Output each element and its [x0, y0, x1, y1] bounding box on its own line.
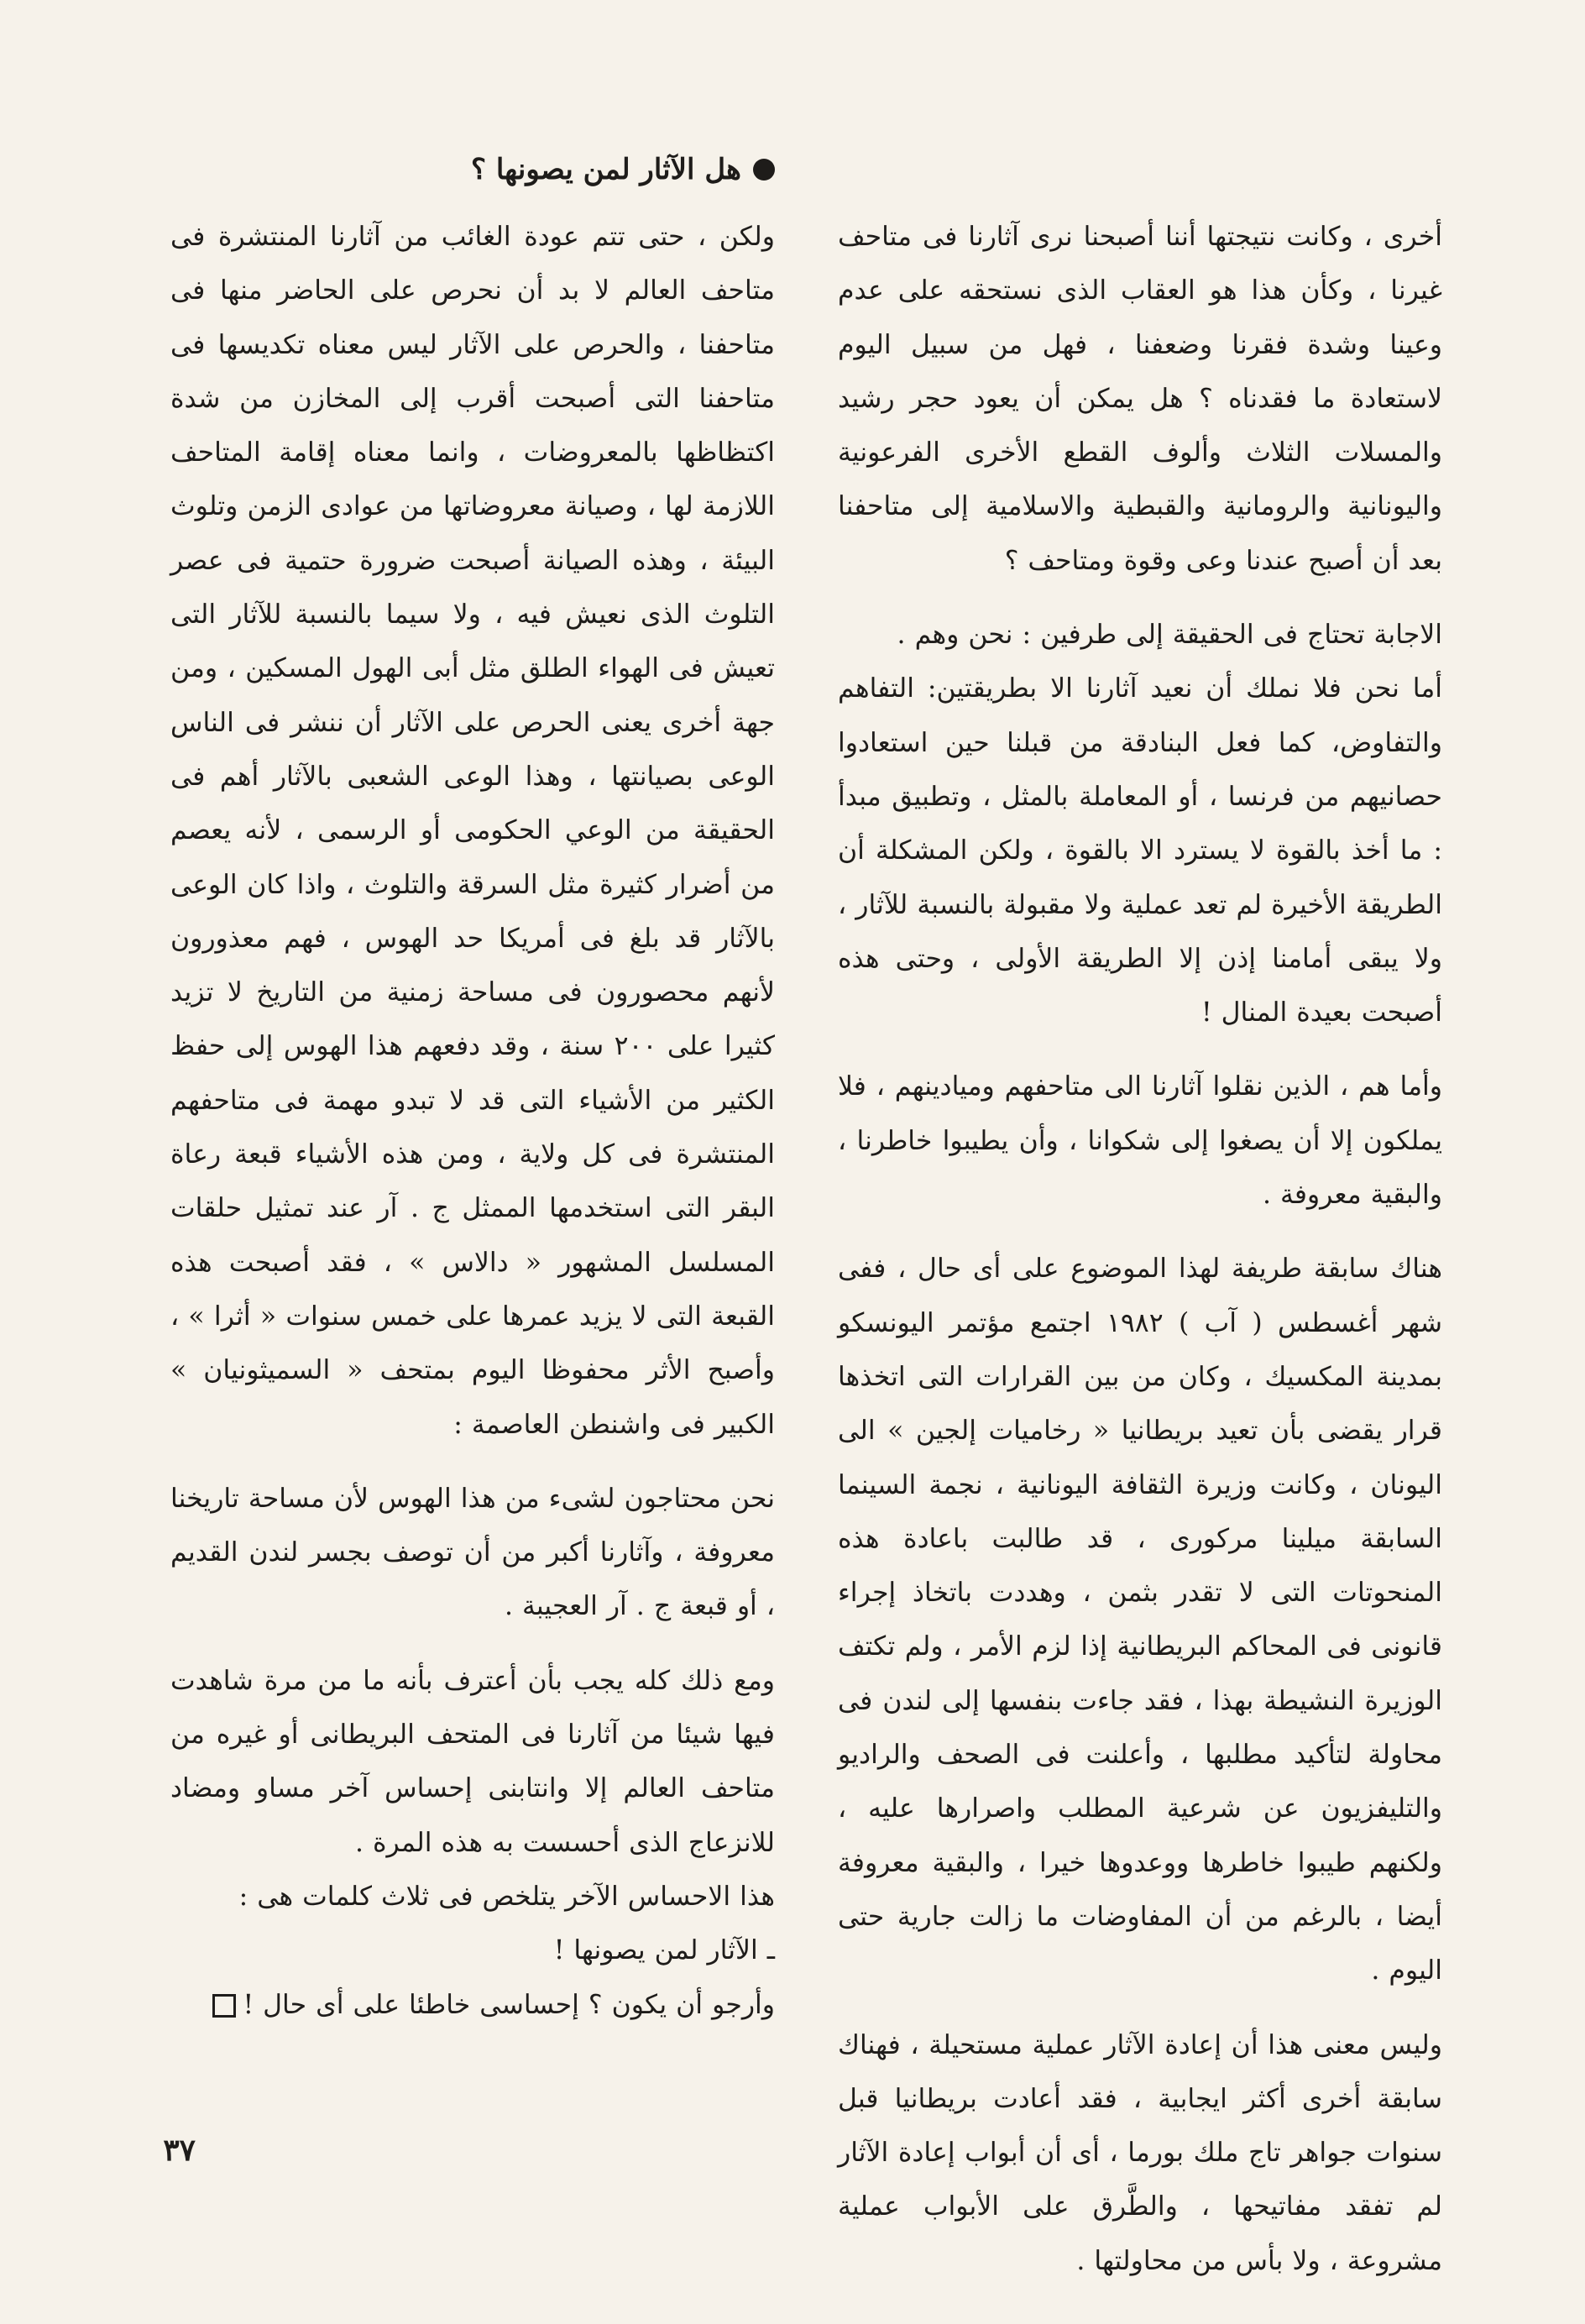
end-of-article-icon — [212, 1994, 236, 2018]
left-column — [170, 210, 775, 2032]
article-title: هل الآثار لمن يصونها ؟ — [470, 153, 741, 186]
paragraph: الاجابة تحتاج فى الحقيقة إلى طرفين : نحن وهم . — [897, 620, 1442, 651]
paragraph: أما نحن فلا نملك أن نعيد آثارنا الا بطريقتين: التفاهم والتفاوض، كما فعل البنادقة من قبلنا حين استعادوا حصانيهم من فرنسا ، أو المعاملة بالمثل ، وتطبيق مبدأ : ما أخذ بالقوة لا يسترد الا بالقوة ، ولكن المشكلة أن الطريقة الأخيرة لم تعد عملية ولا مقبولة بالنسبة للآثار ، ولا يبقى أمامنا إذن إلا الطريقة الأولى ، وحتى هذه أصبحت بعيدة المنال ! — [838, 673, 1442, 1029]
bullet-icon — [753, 159, 775, 181]
paragraph: هناك سابقة طريفة لهذا الموضوع على أى حال ، ففى شهر أغسطس ( آب ) ١٩٨٢ اجتمع مؤتمر اليونسكو بمدينة المكسيك ، وكان من بين القرارات التى اتخذها قرار يقضى بأن تعيد بريطانيا « رخاميات إلجين » الى اليونان ، وكانت وزيرة الثقافة اليونانية ، نجمة السينما السابقة ميلينا مركورى ، قد طالبت باعادة هذه المنحوتات التى لا تقدر بثمن ، وهددت باتخاذ إجراء قانونى فى المحاكم البريطانية إذا لزم الأمر ، ولم تكتف الوزيرة النشيطة بهذا ، فقد جاءت بنفسها إلى لندن فى محاولة لتأكيد مطلبها ، وأعلنت فى الصحف والراديو والتليفزيون عن شرعية المطلب واصرارها عليه ، ولكنهم طيبوا خاطرها ووعدوها خيرا ، والبقية معروفة أيضا ، بالرغم من أن المفاوضات ما زالت جارية حتى اليوم . — [838, 1254, 1442, 1986]
right-column — [838, 210, 1442, 2308]
paragraph: ـ الآثار لمن يصونها ! — [553, 1935, 775, 1966]
paragraph: وليس معنى هذا أن إعادة الآثار عملية مستحيلة ، فهناك سابقة أخرى أكثر ايجابية ، فقد أعادت بريطانيا قبل سنوات جواهر تاج ملك بورما ، أى أن أبواب إعادة الآثار لم تفقد مفاتيحها ، والطَّرق على الأبواب عملية مشروعة ، ولا بأس من محاولتها . — [838, 2029, 1442, 2276]
paragraph: هذا الاحساس الآخر يتلخص فى ثلاث كلمات هى : — [238, 1881, 775, 1912]
paragraph: نحن محتاجون لشىء من هذا الهوس لأن مساحة تاريخنا معروفة ، وآثارنا أكبر من أن توصف بجسر لندن القديم ، أو قبعة ج . آر العجيبة . — [170, 1483, 775, 1622]
article-header — [271, 144, 775, 195]
paragraph: ولكن ، حتى تتم عودة الغائب من آثارنا المنتشرة فى متاحف العالم لا بد أن نحرص على الحاضر منها فى متاحفنا ، والحرص على الآثار ليس معناه تكديسها فى متاحفنا التى أصبحت أقرب إلى المخازن من شدة اكتظاظها بالمعروضات ، وانما معناه إقامة المتاحف اللازمة لها ، وصيانة معروضاتها من عوادى الزمن وتلوث البيئة ، وهذه الصيانة أصبحت ضرورة حتمية فى عصر التلوث الذى نعيش فيه ، ولا سيما بالنسبة للآثار التى تعيش فى الهواء الطلق مثل أبى الهول المسكين ، ومن جهة أخرى يعنى الحرص على الآثار أن ننشر فى الناس الوعى بصيانتها ، وهذا الوعى الشعبى بالآثار أهم فى الحقيقة من الوعي الحكومى أو الرسمى ، لأنه يعصم من أضرار كثيرة مثل السرقة والتلوث ، واذا كان الوعى بالآثار قد بلغ فى أمريكا حد الهوس ، فهم معذورون لأنهم محصورون فى مساحة زمنية من التاريخ لا تزيد كثيرا على ٢٠٠ سنة ، وقد دفعهم هذا الهوس إلى حفظ الكثير من الأشياء التى قد لا تبدو مهمة فى متاحفهم المنتشرة فى كل ولاية ، ومن هذه الأشياء قبعة رعاة البقر التى استخدمها الممثل ج . آر عند تمثيل حلقات المسلسل المشهور « دالاس » ، فقد أصبحت هذه القبعة التى لا يزيد عمرها على خمس سنوات « أثرا » ، وأصبح الأثر محفوظا اليوم بمتحف « السميثونيان » الكبير فى واشنطن العاصمة : — [170, 222, 775, 1440]
paragraph: ومع ذلك كله يجب بأن أعترف بأنه ما من مرة شاهدت فيها شيئا من آثارنا فى المتحف البريطانى أو غيره من متاحف العالم إلا وانتابنى إحساس آخر مساو ومضاد للانزعاج الذى أحسست به هذه المرة . — [170, 1665, 775, 1858]
paragraph: وأما هم ، الذين نقلوا آثارنا الى متاحفهم وميادينهم ، فلا يملكون إلا أن يصغوا إلى شكوانا ، وأن يطيبوا خاطرنا ، والبقية معروفة . — [838, 1071, 1442, 1211]
page-number: ٣٧ — [163, 2133, 196, 2168]
closing-paragraph — [170, 1978, 775, 2032]
paragraph-text: وأرجو أن يكون ؟ إحساسى خاطئا على أى حال ! — [243, 1989, 775, 2020]
paragraph: أخرى ، وكانت نتيجتها أننا أصبحنا نرى آثارنا فى متاحف غيرنا ، وكأن هذا هو العقاب الذى نستحقه على عدم وعينا وشدة فقرنا وضعفنا ، فهل من سبيل اليوم لاستعادة ما فقدناه ؟ هل يمكن أن يعود حجر رشيد والمسلات الثلاث وألوف القطع الأخرى الفرعونية واليونانية والرومانية والقبطية والاسلامية إلى متاحفنا بعد أن أصبح عندنا وعى وقوة ومتاحف ؟ — [838, 222, 1442, 576]
